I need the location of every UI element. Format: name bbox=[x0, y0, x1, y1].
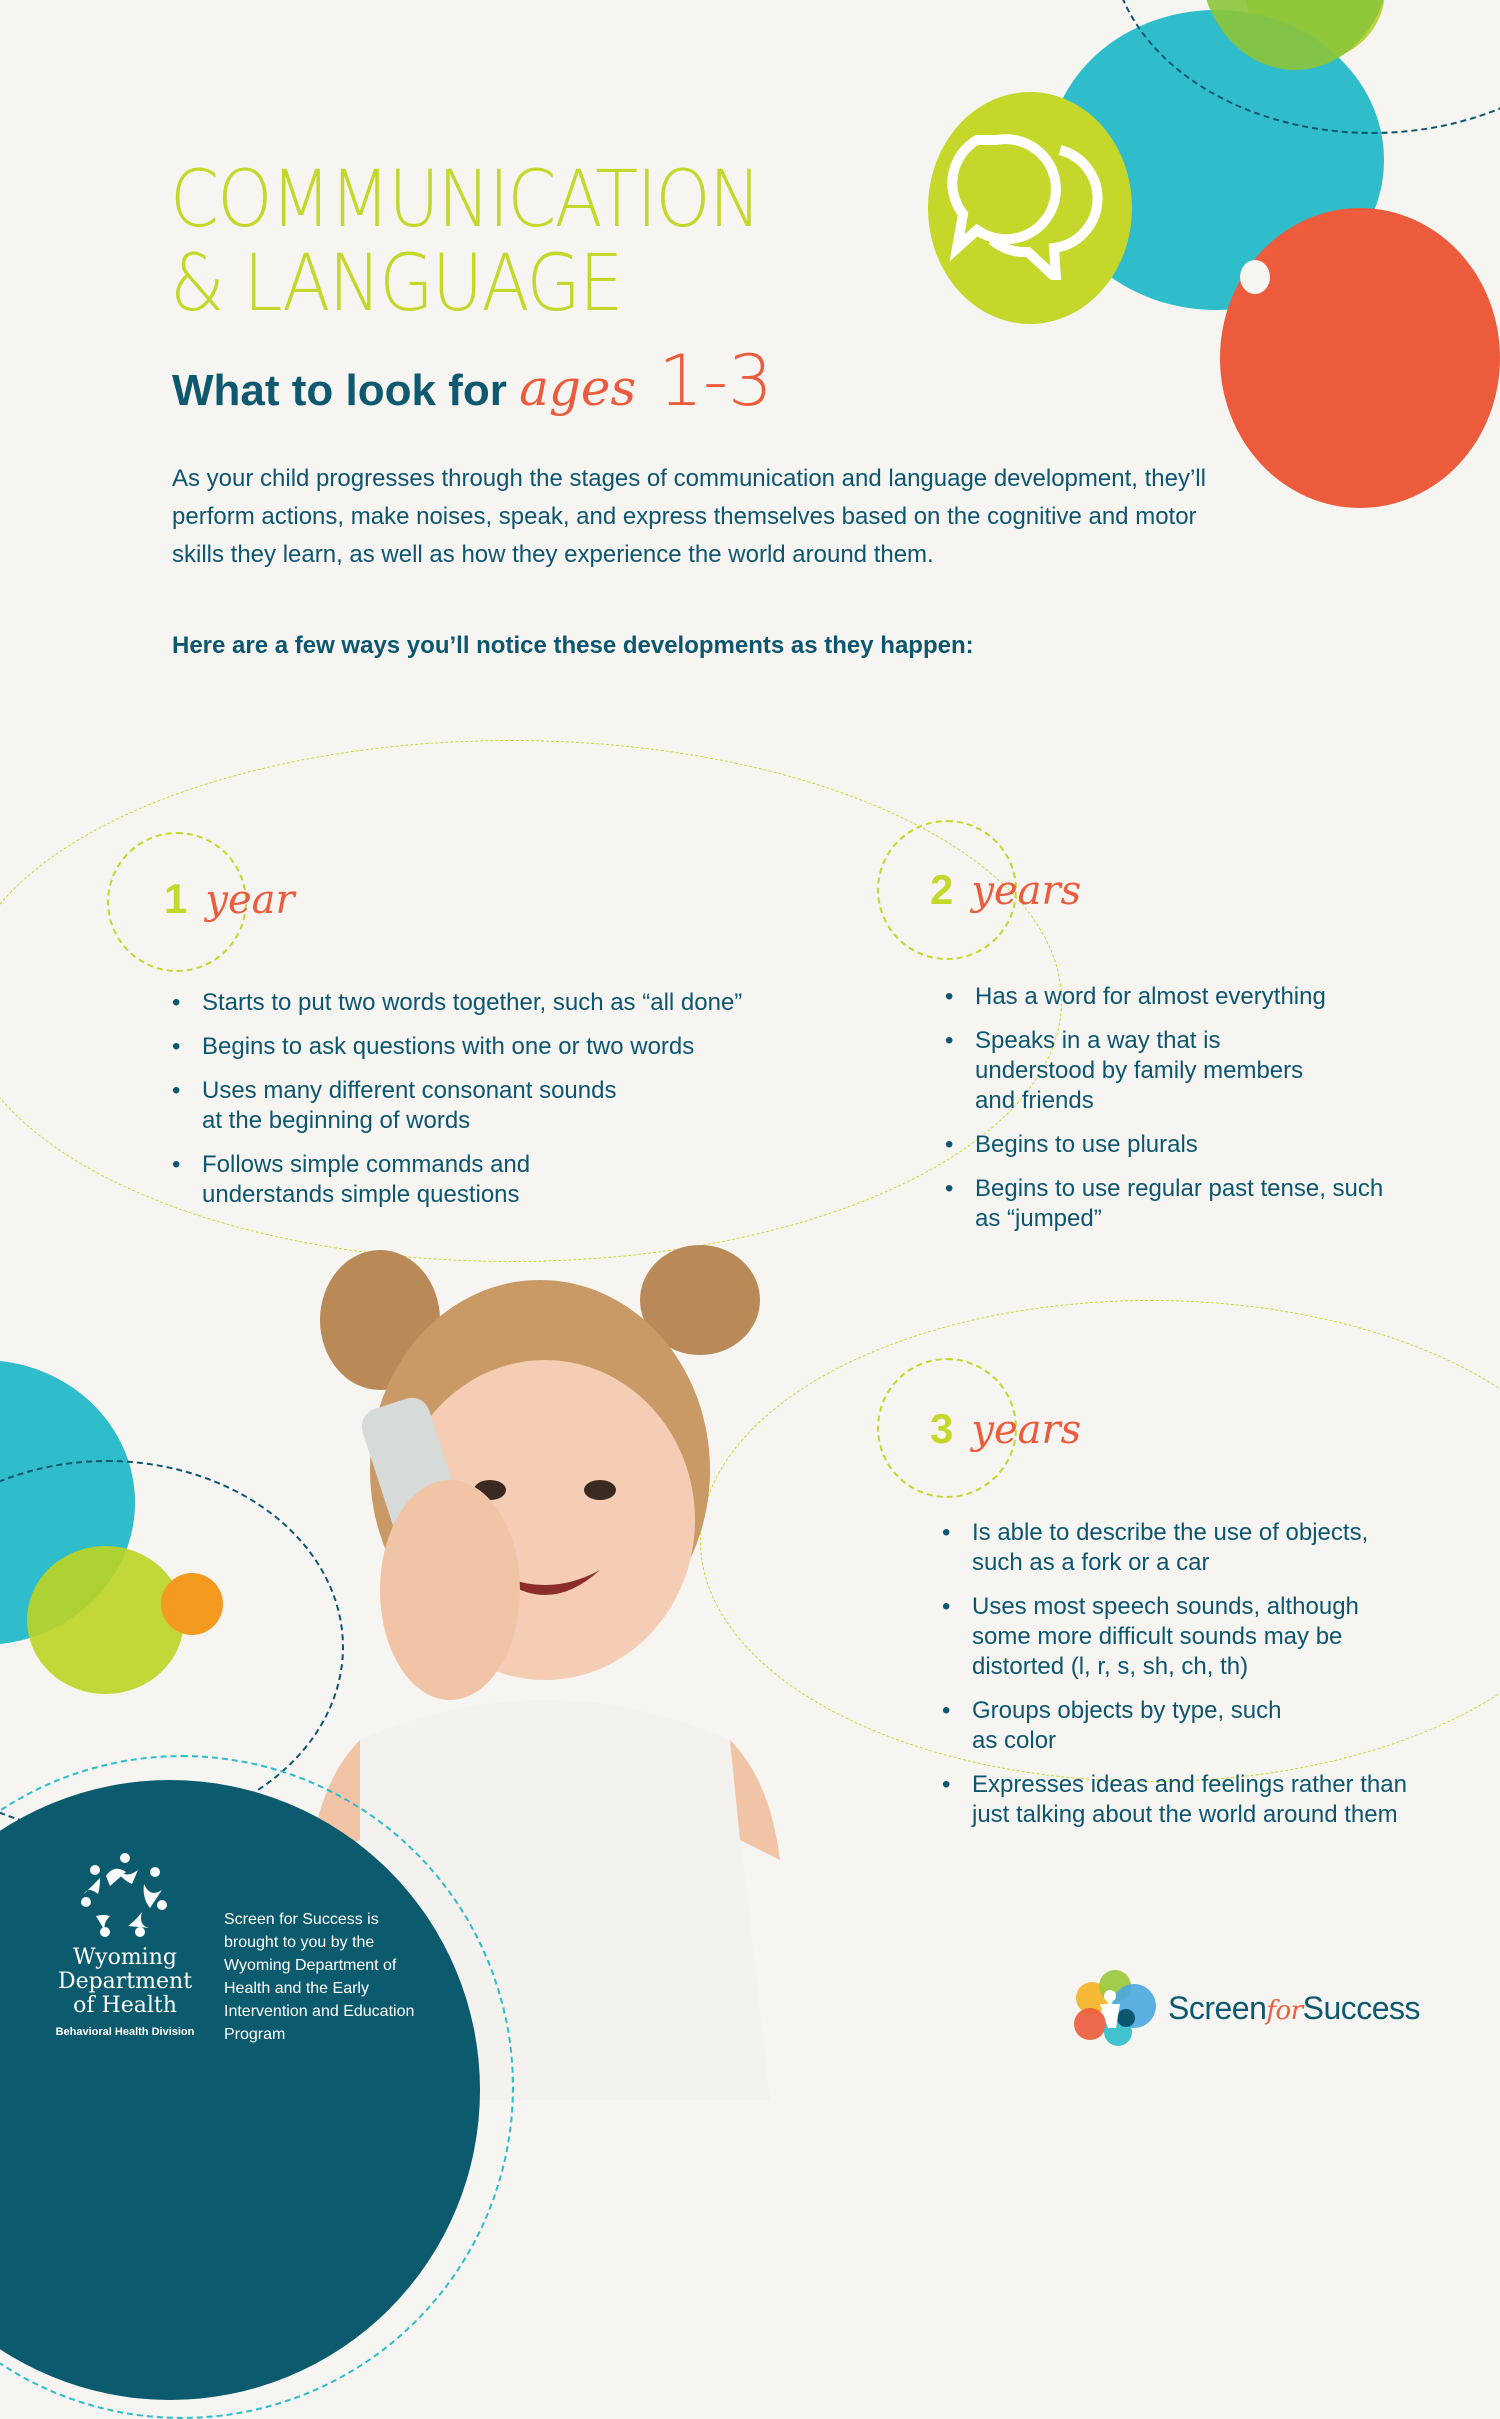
title-line-2: & LANGUAGE bbox=[170, 239, 622, 329]
subtitle-ages-range: 1-3 bbox=[658, 340, 773, 422]
list-item: • Begins to use plurals bbox=[943, 1130, 1383, 1160]
section-2-list bbox=[943, 982, 1383, 1248]
section-2-unit: years bbox=[971, 868, 1082, 914]
list-item: • Groups objects by type, such as color bbox=[940, 1696, 1312, 1756]
org-division: Behavioral Health Division bbox=[55, 2026, 195, 2038]
section-1-number: 1 bbox=[164, 875, 188, 922]
decor-dot-white bbox=[1240, 260, 1270, 294]
brand-part-for: for bbox=[1266, 1995, 1303, 2026]
section-3-number: 3 bbox=[930, 1405, 954, 1452]
wyoming-people-circle-logo-icon bbox=[80, 1850, 170, 1940]
brand-part-success: Success bbox=[1302, 1989, 1421, 2026]
org-name-line-3: of Health bbox=[73, 1993, 177, 2018]
list-item: • Begins to use regular past tense, such as “jumped” bbox=[943, 1174, 1395, 1234]
list-item: • Uses many different consonant sounds at the beginning of words bbox=[170, 1076, 622, 1136]
org-name-line-1: Wyoming bbox=[73, 1945, 177, 1970]
subtitle-prefix: What to look for bbox=[172, 366, 507, 415]
list-item: • Follows simple commands and understands simple questions bbox=[170, 1150, 622, 1210]
wyoming-doh-logo bbox=[50, 1850, 200, 2038]
section-1-unit: year bbox=[205, 877, 295, 923]
footer-credit: Screen for Success is brought to you by the Wyoming Department of Health and the Early Intervention and Education Program bbox=[224, 1911, 415, 2043]
section-1-list bbox=[170, 988, 810, 1224]
section-3-unit: years bbox=[971, 1407, 1082, 1453]
brand-part-screen: Screen bbox=[1168, 1989, 1267, 2026]
list-item: • Expresses ideas and feelings rather than just talking about the world around them bbox=[940, 1770, 1410, 1830]
list-item: • Uses most speech sounds, although some more difficult sounds may be distorted (l, r, s, sh, ch, th) bbox=[940, 1592, 1410, 1682]
list-item: • Starts to put two words together, such as “all done” bbox=[170, 988, 810, 1018]
decor-circle-coral bbox=[1220, 208, 1500, 508]
brand-wordmark bbox=[1168, 1990, 1420, 2027]
speech-bubbles-icon bbox=[945, 110, 1115, 280]
title-line-1: COMMUNICATION bbox=[170, 155, 760, 245]
section-3-list bbox=[940, 1518, 1410, 1844]
section-3-heading bbox=[930, 1405, 1081, 1453]
intro-paragraph: As your child progresses through the stages of communication and language development, they’ll perform actions, make noises, speak, and express themselves based on the cognitive and motor skills they learn, as well as how they experience the world around them. bbox=[172, 465, 1206, 568]
section-2-number: 2 bbox=[930, 866, 954, 913]
list-item: • Has a word for almost everything bbox=[943, 982, 1383, 1012]
section-1-heading bbox=[164, 875, 295, 923]
page-subtitle bbox=[172, 340, 773, 422]
screen-for-success-flower-logo-icon bbox=[1070, 1968, 1160, 2048]
page-title bbox=[170, 155, 854, 329]
list-item: • Speaks in a way that is understood by family members and friends bbox=[943, 1026, 1335, 1116]
list-item: • Is able to describe the use of objects, such as a fork or a car bbox=[940, 1518, 1372, 1578]
subtitle-ages-word: ages bbox=[519, 359, 637, 417]
screen-for-success-logo bbox=[1070, 1968, 1420, 2048]
section-2-heading bbox=[930, 866, 1081, 914]
list-item: • Begins to ask questions with one or two words bbox=[170, 1032, 810, 1062]
intro-lead: Here are a few ways you’ll notice these developments as they happen: bbox=[172, 632, 974, 659]
org-name-line-2: Department bbox=[57, 1969, 193, 1994]
